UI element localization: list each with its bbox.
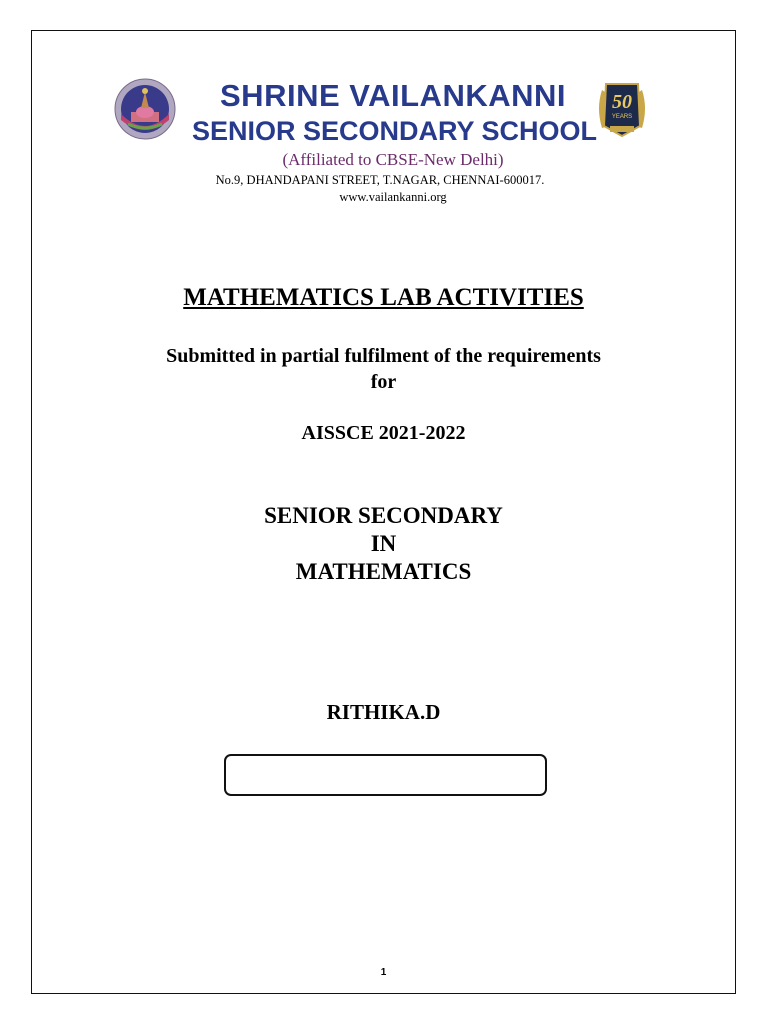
school-header: [110, 72, 658, 212]
submitted-line1: Submitted in partial fulfilment of the requirements: [166, 345, 601, 367]
level-line2: IN: [370, 531, 397, 556]
school-name-line1: SHRINE VAILANKANNI: [220, 78, 566, 113]
school-website: www.vailankanni.org: [339, 190, 447, 204]
level-line1: SENIOR SECONDARY: [264, 503, 503, 528]
badge-number: 50: [612, 91, 632, 113]
school-address: No.9, DHANDAPANI STREET, T.NAGAR, CHENNAI-600017.: [215, 173, 545, 187]
roll-number-box: [224, 754, 547, 796]
level-line3: MATHEMATICS: [295, 559, 472, 584]
school-name-line2: SENIOR SECONDARY SCHOOL: [192, 116, 598, 146]
page-number: 1: [380, 967, 387, 978]
affiliation: (Affiliated to CBSE-New Delhi): [282, 150, 504, 169]
student-name: RITHIKA.D: [326, 700, 441, 724]
school-emblem-icon: [114, 78, 176, 140]
submitted-line2: for: [370, 371, 397, 393]
document-title: MATHEMATICS LAB ACTIVITIES: [183, 284, 584, 311]
exam-name: AISSCE 2021-2022: [301, 422, 466, 444]
badge-caption: YEARS: [611, 114, 633, 120]
anniversary-badge-icon: [594, 78, 650, 142]
